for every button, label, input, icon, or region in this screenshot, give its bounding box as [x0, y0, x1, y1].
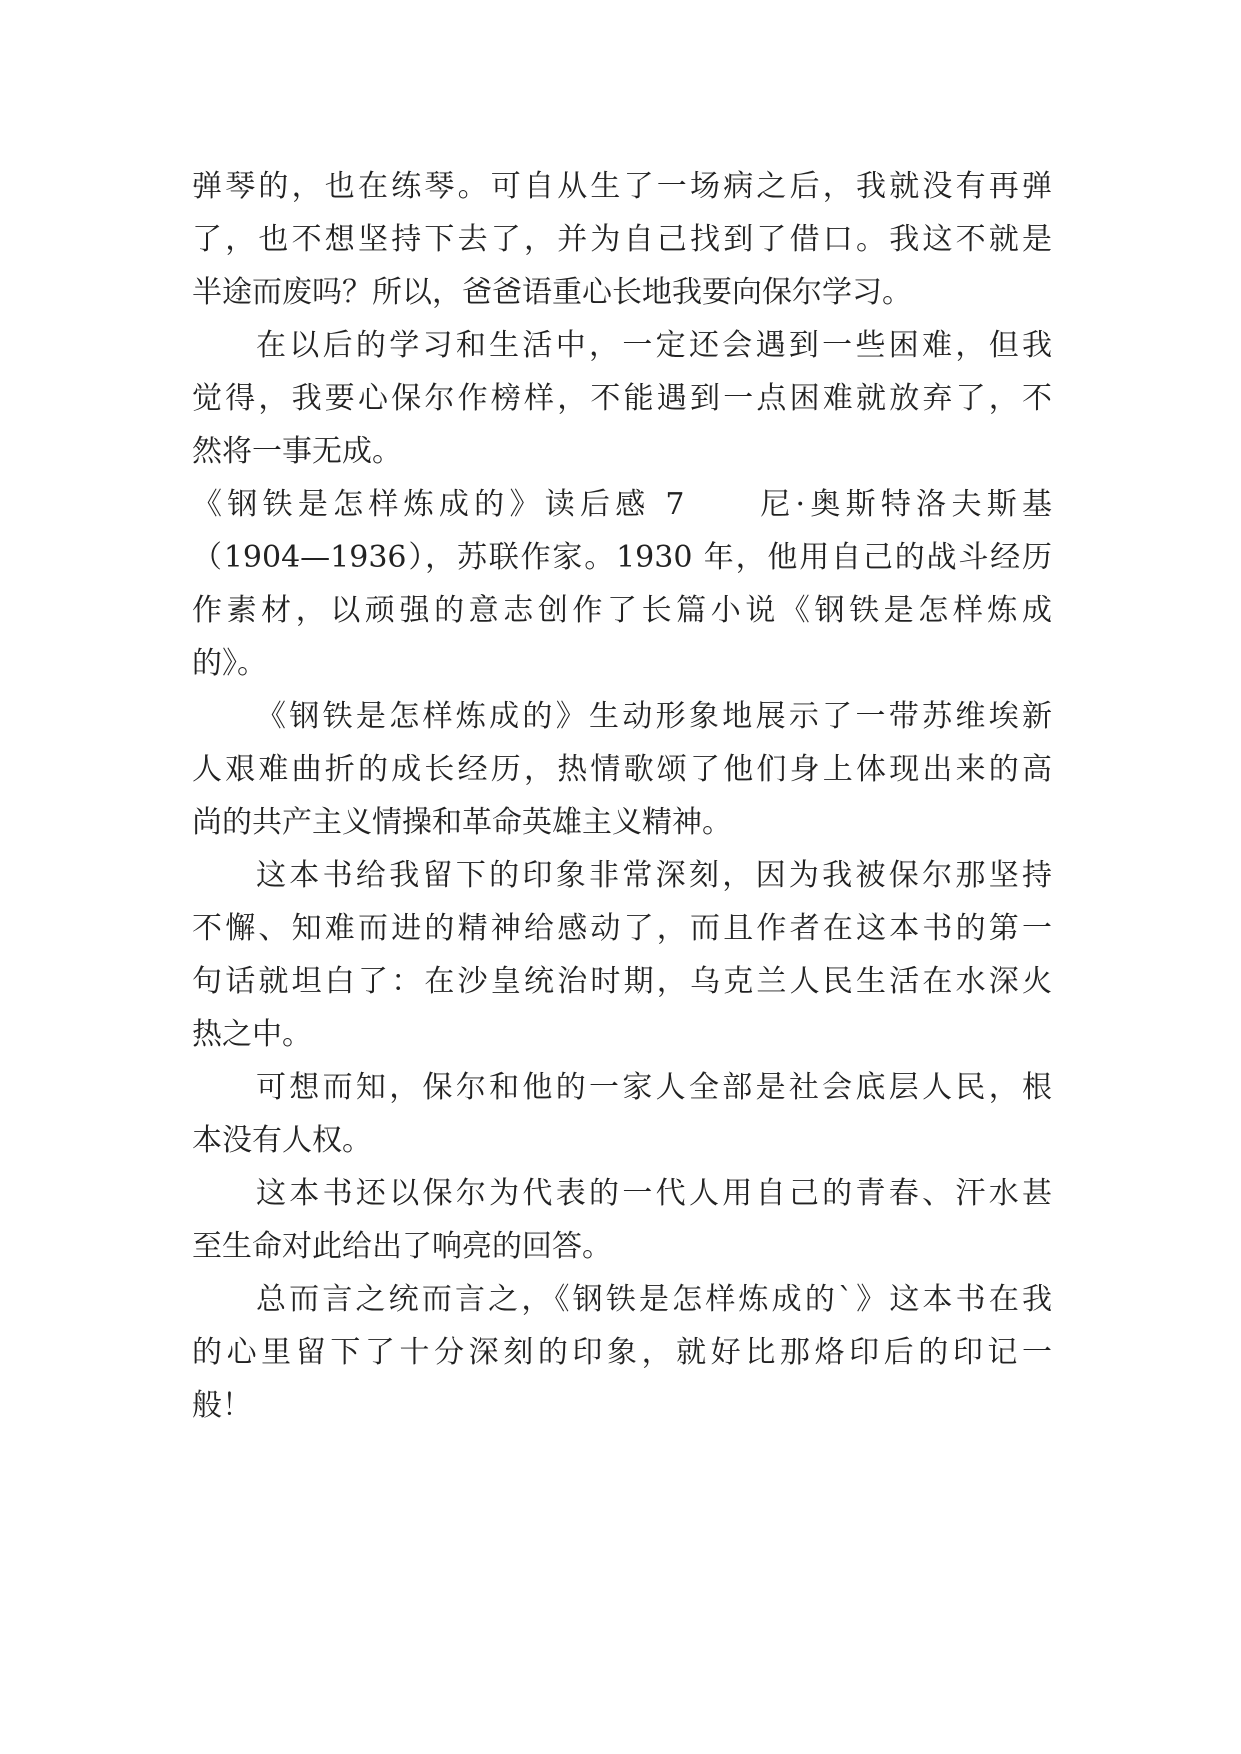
text-line: 不懈、知难而进的精神给感动了，而且作者在这本书的第一 — [192, 911, 1052, 946]
text-line: 的心里留下了十分深刻的印象，就好比那烙印后的印记一 — [192, 1335, 1052, 1370]
text-line: 这本书还以保尔为代表的一代人用自己的青春、汗水甚 — [256, 1176, 1052, 1211]
text-line: 《钢铁是怎样炼成的》读后感 7 尼·奥斯特洛夫斯基 — [192, 487, 1052, 522]
text-line: 了，也不想坚持下去了，并为自己找到了借口。我这不就是 — [192, 222, 1052, 257]
text-line: 本没有人权。 — [192, 1123, 372, 1158]
text-line: （1904—1936），苏联作家。1930 年，他用自己的战斗经历 — [192, 540, 1052, 575]
text-line: 般！ — [192, 1388, 252, 1423]
text-line: 热之中。 — [192, 1017, 312, 1052]
text-line: 可想而知，保尔和他的一家人全部是社会底层人民，根 — [256, 1070, 1052, 1105]
text-line: 尚的共产主义情操和革命英雄主义精神。 — [192, 805, 732, 840]
text-line: 然将一事无成。 — [192, 434, 402, 469]
text-line: 作素材，以顽强的意志创作了长篇小说《钢铁是怎样炼成 — [192, 593, 1052, 628]
text-line: 在以后的学习和生活中，一定还会遇到一些困难，但我 — [256, 328, 1052, 363]
text-line: 的》。 — [192, 646, 267, 681]
text-line: 总而言之统而言之，《钢铁是怎样炼成的`》这本书在我 — [256, 1282, 1052, 1317]
text-line: 觉得，我要心保尔作榜样，不能遇到一点困难就放弃了，不 — [192, 381, 1052, 416]
text-line: 《钢铁是怎样炼成的》生动形象地展示了一带苏维埃新 — [256, 699, 1052, 734]
body-text — [192, 160, 1052, 1432]
text-line: 人艰难曲折的成长经历，热情歌颂了他们身上体现出来的高 — [192, 752, 1052, 787]
text-line: 半途而废吗？所以，爸爸语重心长地我要向保尔学习。 — [192, 275, 912, 310]
text-line: 至生命对此给出了响亮的回答。 — [192, 1229, 612, 1264]
text-line: 弹琴的，也在练琴。可自从生了一场病之后，我就没有再弹 — [192, 169, 1052, 204]
text-line: 这本书给我留下的印象非常深刻，因为我被保尔那坚持 — [256, 858, 1052, 893]
text-line: 句话就坦白了：在沙皇统治时期，乌克兰人民生活在水深火 — [192, 964, 1052, 999]
